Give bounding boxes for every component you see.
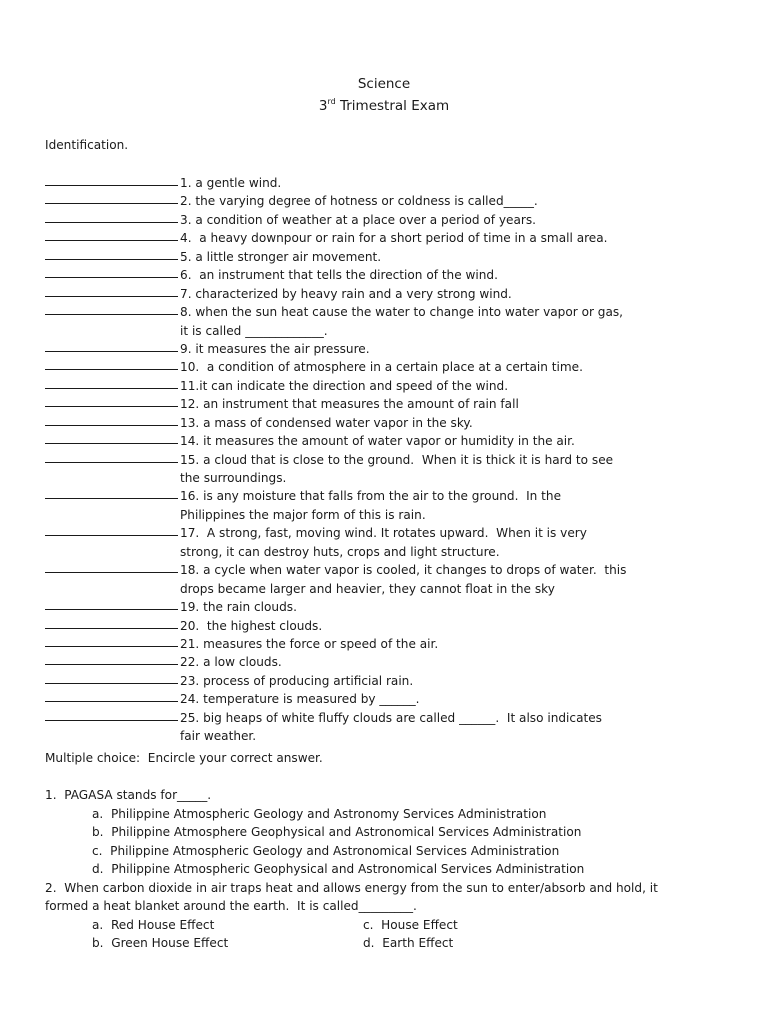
mc-question-1: 1. PAGASA stands for_____. — [45, 788, 212, 802]
item-number: 5. — [180, 249, 192, 264]
mc-question-2-line-1: 2. When carbon dioxide in air traps heat and allows energy from the sun to enter/absorb and hold, it — [45, 881, 658, 895]
answer-blank[interactable] — [45, 598, 178, 610]
answer-blank[interactable] — [45, 192, 178, 204]
item-text: it measures the amount of water vapor or humidity in the air. — [199, 434, 575, 449]
mc-q2-option-c[interactable]: c. House Effect — [363, 918, 458, 932]
item-text: when the sun heat cause the water to change into water vapor or gas, — [191, 305, 624, 320]
item-number: 14. — [180, 434, 200, 449]
item-text: is any moisture that falls from the air to the ground. In the — [199, 489, 562, 504]
answer-blank[interactable] — [45, 340, 178, 352]
mc-q2-option-a[interactable]: a. Red House Effect — [92, 918, 215, 932]
item-text: temperature is measured by ______. — [199, 692, 420, 707]
answer-blank[interactable] — [45, 487, 178, 499]
item-number: 18. — [180, 563, 200, 578]
item-text: a mass of condensed water vapor in the sky. — [199, 415, 473, 430]
answer-blank[interactable] — [45, 635, 178, 647]
identification-heading: Identification. — [45, 138, 129, 152]
identification-item — [45, 395, 626, 413]
item-number: 9. — [180, 341, 192, 356]
item-text: A strong, fast, moving wind. It rotates upward. When it is very — [199, 526, 587, 541]
answer-blank[interactable] — [45, 524, 178, 536]
identification-item — [45, 709, 626, 727]
identification-item — [45, 451, 626, 469]
exam-ordinal-suffix: rd — [327, 97, 336, 106]
exam-name: Trimestral Exam — [335, 98, 450, 114]
item-number: 13. — [180, 415, 200, 430]
item-text: big heaps of white fluffy clouds are called ______. It also indicates — [199, 710, 602, 725]
item-text-continuation: drops became larger and heavier, they cannot float in the sky — [180, 581, 555, 596]
item-number: 8. — [180, 305, 192, 320]
item-text-continuation: the surroundings. — [180, 471, 287, 485]
item-text: the highest clouds. — [199, 618, 323, 633]
answer-blank[interactable] — [45, 709, 178, 721]
answer-blank[interactable] — [45, 303, 178, 315]
item-number: 20. — [180, 618, 200, 633]
answer-blank[interactable] — [45, 561, 178, 573]
item-number: 22. — [180, 655, 200, 670]
answer-blank[interactable] — [45, 672, 178, 684]
mc-q1-option-c[interactable]: c. Philippine Atmospheric Geology and Astronomical Services Administration — [92, 844, 560, 858]
answer-blank[interactable] — [45, 285, 178, 297]
item-text: a low clouds. — [199, 655, 282, 670]
item-number: 10. — [180, 360, 200, 375]
item-text-continuation: fair weather. — [180, 729, 257, 744]
item-text: a cycle when water vapor is cooled, it changes to drops of water. this — [199, 563, 627, 578]
item-number: 2. — [180, 194, 192, 209]
identification-item — [45, 174, 626, 192]
item-text: an instrument that measures the amount of rain fall — [199, 397, 519, 412]
answer-blank[interactable] — [45, 395, 178, 407]
item-text: the varying degree of hotness or coldness is called_____. — [191, 194, 538, 209]
identification-item — [45, 192, 626, 210]
item-number: 24. — [180, 692, 200, 707]
item-text: a gentle wind. — [191, 176, 282, 190]
mc-q2-option-b[interactable]: b. Green House Effect — [92, 936, 229, 950]
item-text-continuation: it is called _____________. — [180, 323, 328, 338]
item-number: 4. — [180, 231, 192, 246]
mc-q2-option-d[interactable]: d. Earth Effect — [363, 936, 454, 950]
item-text-continuation: Philippines the major form of this is rain. — [180, 507, 426, 522]
identification-item — [45, 303, 626, 321]
mc-q1-option-a[interactable]: a. Philippine Atmospheric Geology and Astronomy Services Administration — [92, 807, 547, 821]
mc-q1-option-d[interactable]: d. Philippine Atmospheric Geophysical and Astronomical Services Administration — [92, 862, 585, 876]
answer-blank[interactable] — [45, 248, 178, 260]
item-text-continuation: strong, it can destroy huts, crops and light structure. — [180, 544, 500, 559]
item-number: 17. — [180, 526, 200, 541]
item-number: 15. — [180, 452, 200, 467]
item-text: it measures the air pressure. — [191, 341, 370, 356]
identification-item — [45, 229, 626, 247]
mc-question-2-line-2: formed a heat blanket around the earth. It is called_________. — [45, 899, 417, 913]
identification-item — [45, 672, 626, 690]
exam-subject-title: Science — [357, 76, 411, 92]
item-text: it can indicate the direction and speed of the wind. — [199, 378, 509, 393]
multiple-choice-heading: Multiple choice: Encircle your correct answer. — [45, 751, 323, 765]
item-text: characterized by heavy rain and a very strong wind. — [191, 286, 512, 301]
identification-item — [45, 377, 626, 395]
identification-item — [45, 561, 626, 579]
item-number: 19. — [180, 600, 200, 615]
identification-item — [45, 487, 626, 505]
identification-item — [45, 266, 626, 284]
answer-blank[interactable] — [45, 358, 178, 370]
item-number: 25. — [180, 710, 200, 725]
answer-blank[interactable] — [45, 174, 178, 186]
answer-blank[interactable] — [45, 690, 178, 702]
item-number: 11. — [180, 378, 200, 393]
exam-name-title — [0, 97, 768, 114]
answer-blank[interactable] — [45, 211, 178, 223]
identification-item — [45, 285, 626, 303]
item-text: a cloud that is close to the ground. When it is thick it is hard to see — [199, 452, 614, 467]
item-number: 3. — [180, 212, 192, 227]
identification-item — [45, 414, 626, 432]
answer-blank[interactable] — [45, 229, 178, 241]
answer-blank[interactable] — [45, 432, 178, 444]
identification-item — [45, 598, 626, 616]
exam-ordinal: 3 — [318, 98, 328, 114]
item-number: 21. — [180, 636, 200, 651]
item-text: process of producing artificial rain. — [199, 673, 414, 688]
answer-blank[interactable] — [45, 266, 178, 278]
item-number: 7. — [180, 286, 192, 301]
identification-item — [45, 653, 626, 671]
item-number: 1. — [180, 176, 192, 190]
identification-list — [45, 174, 626, 746]
mc-q1-option-b[interactable]: b. Philippine Atmosphere Geophysical and Astronomical Services Administration — [92, 825, 582, 839]
identification-item — [45, 340, 626, 358]
identification-item — [45, 635, 626, 653]
answer-blank[interactable] — [45, 451, 178, 463]
answer-blank[interactable] — [45, 617, 178, 629]
item-text: a condition of weather at a place over a period of years. — [191, 212, 537, 227]
item-text: a heavy downpour or rain for a short period of time in a small area. — [191, 231, 608, 246]
identification-item — [45, 211, 626, 229]
item-text: the rain clouds. — [199, 600, 297, 615]
identification-item — [45, 432, 626, 450]
identification-item — [45, 690, 626, 708]
item-number: 12. — [180, 397, 200, 412]
identification-item — [45, 248, 626, 266]
item-text: measures the force or speed of the air. — [199, 636, 439, 651]
answer-blank[interactable] — [45, 414, 178, 426]
identification-item — [45, 617, 626, 635]
item-number: 16. — [180, 489, 200, 504]
item-text: an instrument that tells the direction of the wind. — [191, 268, 498, 283]
item-number: 6. — [180, 268, 192, 283]
identification-item — [45, 524, 626, 542]
answer-blank[interactable] — [45, 653, 178, 665]
answer-blank[interactable] — [45, 377, 178, 389]
identification-item — [45, 358, 626, 376]
item-text: a condition of atmosphere in a certain place at a certain time. — [199, 360, 583, 375]
item-number: 23. — [180, 673, 200, 688]
item-text: a little stronger air movement. — [191, 249, 382, 264]
